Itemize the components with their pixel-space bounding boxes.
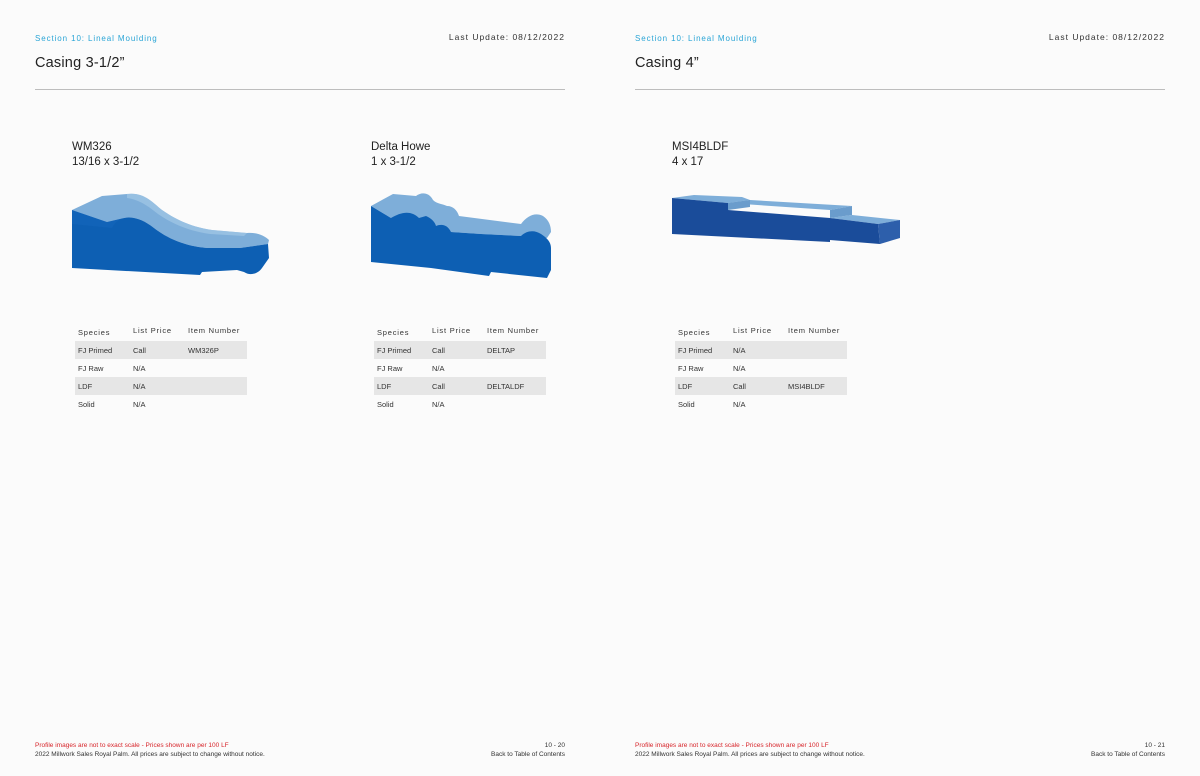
column-header-item-number: Item Number xyxy=(788,326,841,335)
moulding-profile-image xyxy=(72,188,272,278)
back-to-toc-link[interactable]: Back to Table of Contents xyxy=(491,751,565,758)
table-row xyxy=(675,359,847,377)
item-number-cell xyxy=(787,341,847,359)
catalog-page-right xyxy=(600,0,1200,776)
table-row xyxy=(374,395,546,413)
table-row xyxy=(75,395,247,413)
page-title: Casing 3-1/2” xyxy=(35,55,125,71)
table-header-row xyxy=(675,320,847,341)
product-name: WM326 xyxy=(72,141,112,153)
species-cell: FJ Raw xyxy=(678,363,704,373)
column-header-list-price: List Price xyxy=(733,326,772,335)
product-size: 1 x 3-1/2 xyxy=(371,156,416,168)
product-wm326 xyxy=(72,140,312,409)
column-header-species: Species xyxy=(377,327,410,337)
product-name: Delta Howe xyxy=(371,141,431,153)
item-number-cell: DELTAP xyxy=(486,341,546,359)
list-price-cell: Call xyxy=(732,377,787,395)
item-number-cell xyxy=(187,377,247,395)
species-cell: FJ Primed xyxy=(675,341,732,359)
product-size: 13/16 x 3-1/2 xyxy=(72,156,140,168)
table-header-row xyxy=(374,320,546,341)
table-row xyxy=(675,341,847,359)
column-header-species: Species xyxy=(78,327,111,337)
species-cell: FJ Raw xyxy=(78,363,104,373)
column-header-item-number: Item Number xyxy=(487,326,540,335)
moulding-profile-image xyxy=(672,188,912,268)
table-row xyxy=(675,377,847,395)
list-price-cell: N/A xyxy=(133,399,146,409)
table-row xyxy=(675,395,847,413)
pricing-table xyxy=(75,320,247,413)
list-price-cell: N/A xyxy=(133,363,146,373)
species-cell: FJ Raw xyxy=(377,363,403,373)
moulding-profile-image xyxy=(371,188,571,288)
list-price-cell: N/A xyxy=(733,399,746,409)
item-number-cell xyxy=(187,359,247,377)
table-row xyxy=(75,359,247,377)
table-row xyxy=(374,377,546,395)
item-number-cell: MSI4BLDF xyxy=(787,377,847,395)
back-to-toc-link[interactable]: Back to Table of Contents xyxy=(1091,751,1165,758)
page-number: 10 - 21 xyxy=(1144,742,1165,749)
item-number-cell xyxy=(486,395,546,413)
section-label: Section 10: Lineal Moulding xyxy=(35,34,158,43)
footer-copyright: 2022 Millwork Sales Royal Palm. All prices are subject to change without notice. xyxy=(35,751,265,758)
list-price-cell: N/A xyxy=(432,363,445,373)
item-number-cell xyxy=(787,359,847,377)
last-update: Last Update: 08/12/2022 xyxy=(1048,32,1165,42)
item-number-cell xyxy=(486,359,546,377)
species-cell: Solid xyxy=(377,399,394,409)
list-price-cell: N/A xyxy=(733,363,746,373)
column-header-item-number: Item Number xyxy=(188,326,241,335)
column-header-species: Species xyxy=(678,327,711,337)
item-number-cell: DELTALDF xyxy=(486,377,546,395)
table-row xyxy=(75,377,247,395)
species-cell: LDF xyxy=(75,377,132,395)
species-cell: FJ Primed xyxy=(75,341,132,359)
species-cell: Solid xyxy=(678,399,695,409)
footer-disclaimer: Profile images are not to exact scale - Prices shown are per 100 LF xyxy=(35,742,229,749)
product-delta-howe xyxy=(371,140,611,409)
list-price-cell: N/A xyxy=(132,377,187,395)
pricing-table xyxy=(374,320,546,413)
species-cell: LDF xyxy=(675,377,732,395)
table-header-row xyxy=(75,320,247,341)
species-cell: Solid xyxy=(78,399,95,409)
item-number-cell xyxy=(187,395,247,413)
species-cell: LDF xyxy=(374,377,431,395)
title-divider xyxy=(635,89,1165,90)
list-price-cell: N/A xyxy=(432,399,445,409)
pricing-table xyxy=(675,320,847,413)
table-row xyxy=(374,359,546,377)
section-label: Section 10: Lineal Moulding xyxy=(635,34,758,43)
product-name: MSI4BLDF xyxy=(672,141,729,153)
last-update: Last Update: 08/12/2022 xyxy=(448,32,565,42)
list-price-cell: N/A xyxy=(732,341,787,359)
table-row xyxy=(75,341,247,359)
species-cell: FJ Primed xyxy=(374,341,431,359)
item-number-cell xyxy=(787,395,847,413)
page-number: 10 - 20 xyxy=(544,742,565,749)
product-msi4bldf xyxy=(672,140,912,409)
item-number-cell: WM326P xyxy=(187,341,247,359)
footer-copyright: 2022 Millwork Sales Royal Palm. All prices are subject to change without notice. xyxy=(635,751,865,758)
product-size: 4 x 17 xyxy=(672,156,704,168)
title-divider xyxy=(35,89,565,90)
column-header-list-price: List Price xyxy=(432,326,471,335)
footer-disclaimer: Profile images are not to exact scale - Prices shown are per 100 LF xyxy=(635,742,829,749)
list-price-cell: Call xyxy=(431,377,486,395)
table-row xyxy=(374,341,546,359)
list-price-cell: Call xyxy=(132,341,187,359)
list-price-cell: Call xyxy=(431,341,486,359)
page-title: Casing 4” xyxy=(635,55,699,71)
column-header-list-price: List Price xyxy=(133,326,172,335)
